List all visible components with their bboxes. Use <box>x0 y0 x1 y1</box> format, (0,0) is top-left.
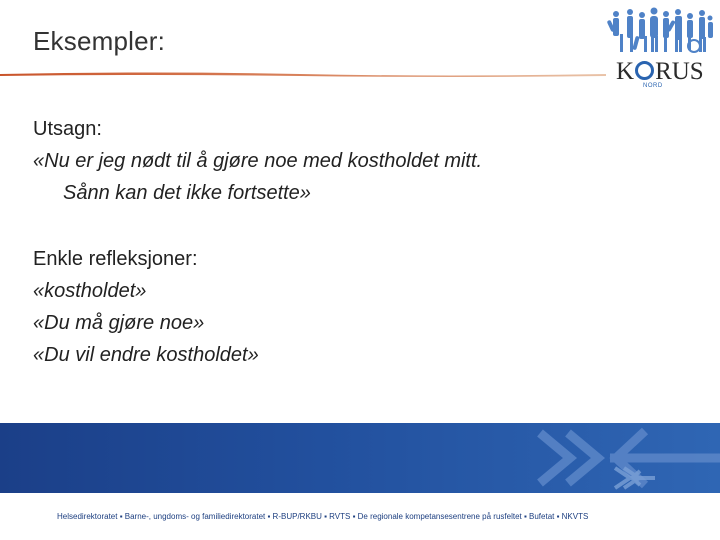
logo-subtext: NORD <box>643 83 663 89</box>
statement-line-2: Sånn kan det ikke fortsette» <box>63 182 311 204</box>
logo-ring-icon <box>635 61 654 80</box>
korus-wordmark: K RUS <box>616 58 704 85</box>
reflections-heading: Enkle refleksjoner: <box>33 248 198 270</box>
footer-partners-text: Helsedirektoratet ▪ Barne-, ungdoms- og familiedirektoratet ▪ R-BUP/RKBU ▪ RVTS ▪ De regionale kompetansesentrene på rusfeltet ▪ Bufetat ▪ NKVTS <box>57 512 589 521</box>
title-underline <box>0 71 606 78</box>
reflection-item: «kostholdet» <box>33 280 147 302</box>
people-silhouettes-icon <box>606 6 714 56</box>
statement-heading: Utsagn: <box>33 118 102 140</box>
reflections-block <box>33 243 259 371</box>
arrows-graphic-icon <box>520 423 720 540</box>
statement-line-1: «Nu er jeg nødt til å gjøre noe med kostholdet mitt. <box>33 150 483 172</box>
reflection-item: «Du vil endre kostholdet» <box>33 344 259 366</box>
korus-logo <box>606 6 714 89</box>
reflection-item: «Du må gjøre noe» <box>33 312 205 334</box>
statement-block <box>33 113 482 209</box>
slide-title: Eksempler: <box>33 26 166 56</box>
